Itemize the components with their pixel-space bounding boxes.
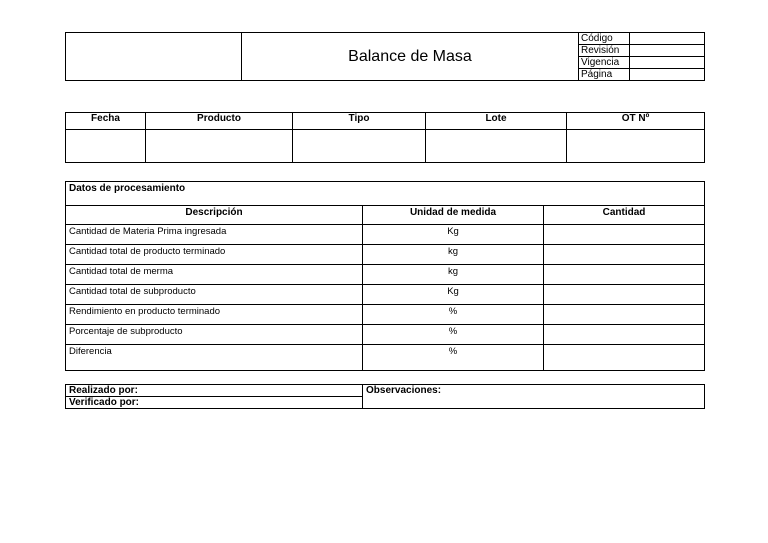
row-unit: % [363, 345, 544, 371]
observaciones-field[interactable]: Observaciones: [363, 385, 705, 409]
fecha-header: Fecha [66, 113, 146, 130]
row-quantity-field[interactable] [544, 245, 705, 265]
table-row [66, 265, 705, 285]
tipo-header: Tipo [293, 113, 426, 130]
signature-table [65, 384, 705, 409]
row-unit: Kg [363, 225, 544, 245]
table-row [66, 245, 705, 265]
row-unit: kg [363, 245, 544, 265]
pagina-field[interactable] [630, 69, 705, 81]
row-description: Cantidad de Materia Prima ingresada [66, 225, 363, 245]
info-table [65, 112, 705, 163]
document-header [65, 32, 705, 81]
row-quantity-field[interactable] [544, 325, 705, 345]
unidad-header: Unidad de medida [363, 206, 544, 225]
producto-field[interactable] [146, 130, 293, 163]
realizado-por-field[interactable]: Realizado por: [66, 385, 363, 397]
row-quantity-field[interactable] [544, 265, 705, 285]
section-title: Datos de procesamiento [66, 182, 705, 206]
row-quantity-field[interactable] [544, 345, 705, 371]
pagina-label: Página [579, 69, 630, 81]
table-row [66, 305, 705, 325]
logo-placeholder [66, 33, 242, 81]
row-description: Porcentaje de subproducto [66, 325, 363, 345]
verificado-por-field[interactable]: Verificado por: [66, 397, 363, 409]
row-unit: Kg [363, 285, 544, 305]
row-unit: % [363, 325, 544, 345]
ot-field[interactable] [567, 130, 705, 163]
descripcion-header: Descripción [66, 206, 363, 225]
row-description: Rendimiento en producto terminado [66, 305, 363, 325]
row-description: Cantidad total de merma [66, 265, 363, 285]
cantidad-header: Cantidad [544, 206, 705, 225]
row-quantity-field[interactable] [544, 305, 705, 325]
processing-table [65, 181, 705, 371]
fecha-field[interactable] [66, 130, 146, 163]
row-unit: kg [363, 265, 544, 285]
row-quantity-field[interactable] [544, 285, 705, 305]
producto-header: Producto [146, 113, 293, 130]
revision-label: Revisión [579, 45, 630, 57]
table-row [66, 225, 705, 245]
table-row [66, 285, 705, 305]
document-title: Balance de Masa [242, 33, 579, 81]
row-description: Cantidad total de subproducto [66, 285, 363, 305]
codigo-field[interactable] [630, 33, 705, 45]
tipo-field[interactable] [293, 130, 426, 163]
row-quantity-field[interactable] [544, 225, 705, 245]
row-unit: % [363, 305, 544, 325]
row-description: Cantidad total de producto terminado [66, 245, 363, 265]
vigencia-field[interactable] [630, 57, 705, 69]
table-row [66, 325, 705, 345]
table-row [66, 345, 705, 371]
revision-field[interactable] [630, 45, 705, 57]
ot-header: OT Nº [567, 113, 705, 130]
codigo-label: Código [579, 33, 630, 45]
vigencia-label: Vigencia [579, 57, 630, 69]
row-description: Diferencia [66, 345, 363, 371]
lote-field[interactable] [426, 130, 567, 163]
lote-header: Lote [426, 113, 567, 130]
